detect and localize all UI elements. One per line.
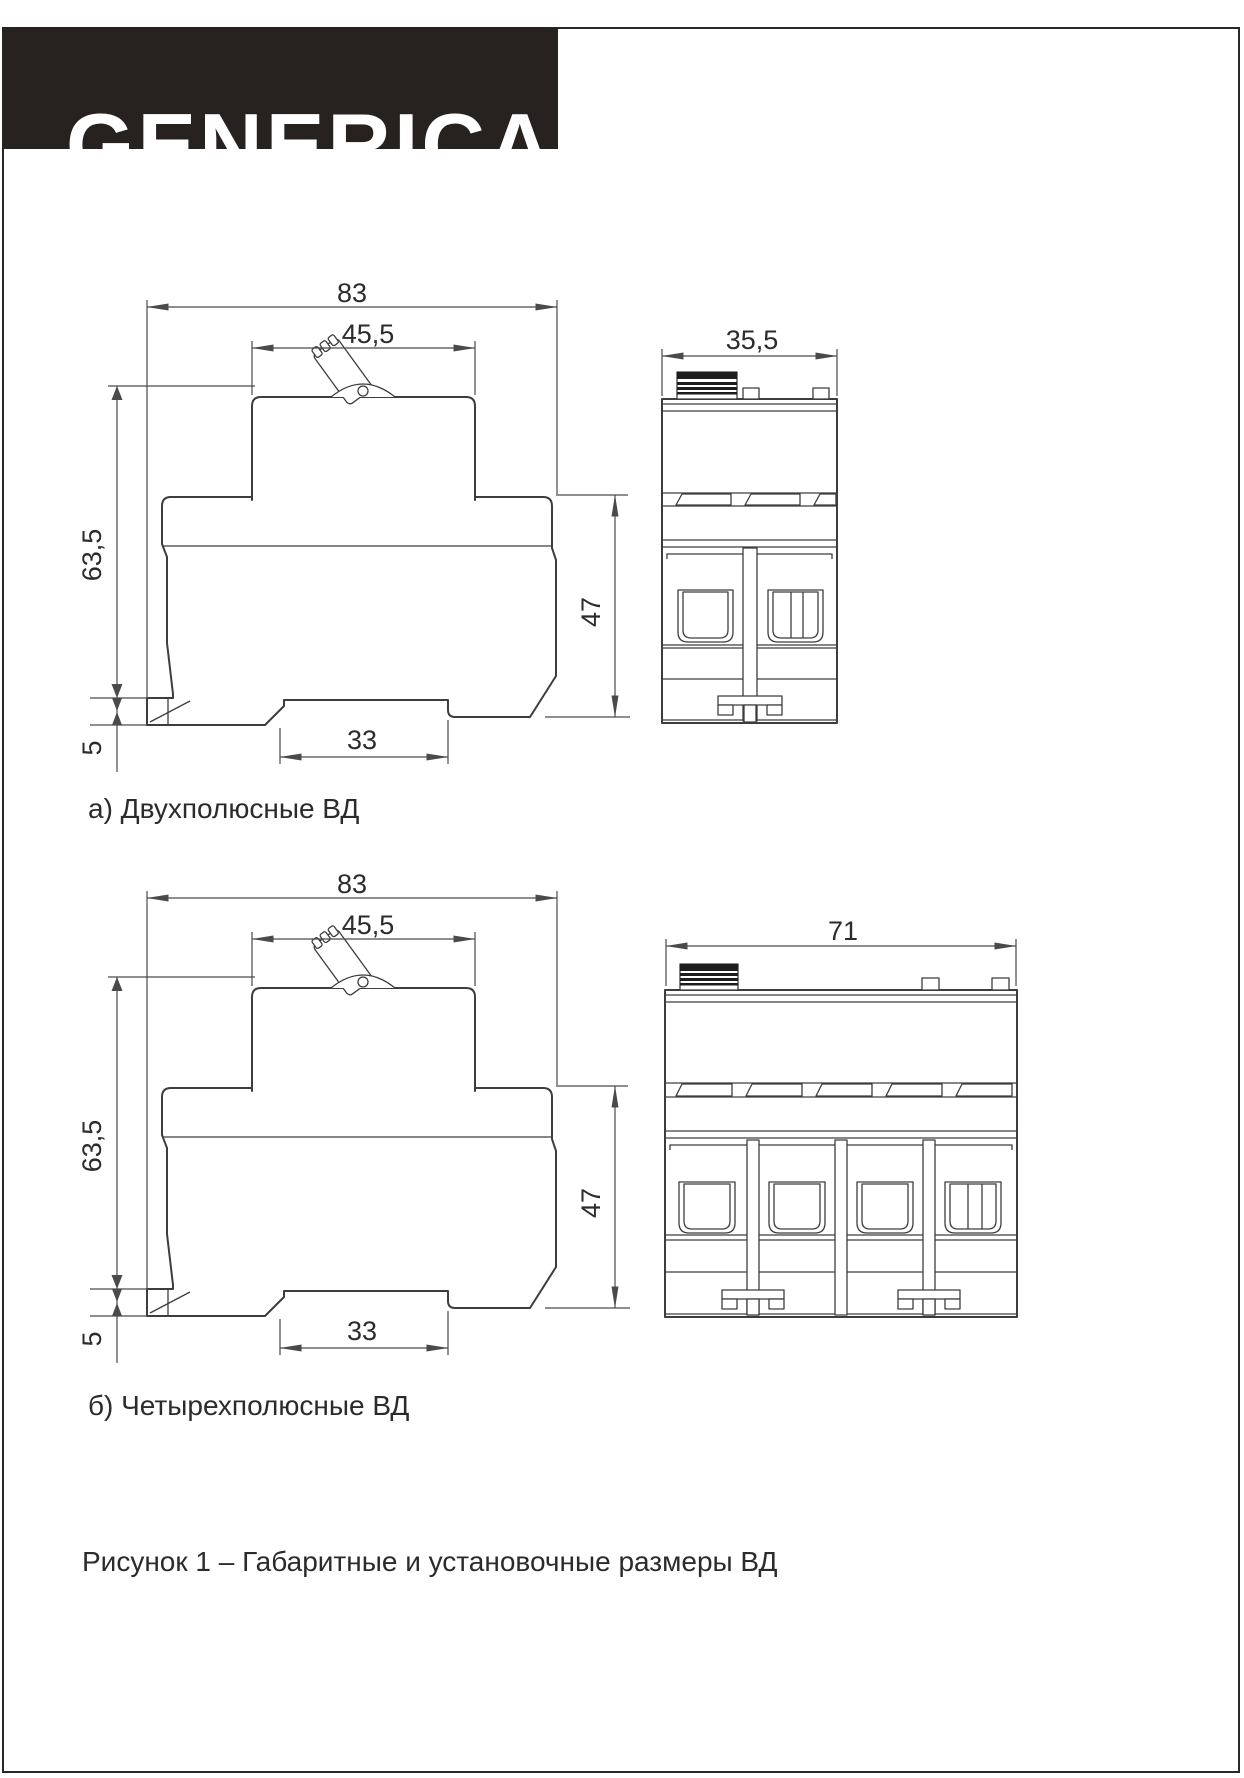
pole-separator-bar	[923, 1140, 935, 1315]
terminal-port	[679, 1182, 735, 1233]
dim-recess-width-b: 33	[346, 1316, 378, 1346]
dim-total-depth-a: 83	[336, 278, 368, 308]
terminal-port	[768, 590, 823, 642]
dim-front-width-a-label: 35,5	[725, 325, 779, 355]
dim-cap-width-b: 45,5	[341, 910, 395, 940]
dim-body-height-b: 63,5	[77, 1119, 107, 1173]
dim-rail-offset-b: 5	[77, 1331, 107, 1347]
terminal-port	[857, 1182, 913, 1233]
terminal-port	[945, 1182, 1001, 1233]
terminal-port	[769, 1182, 825, 1233]
dim-front-height-b: 47	[576, 1187, 606, 1219]
side-view-a	[90, 300, 630, 772]
top-tab	[743, 388, 759, 399]
top-tab	[922, 978, 939, 990]
dim-recess-width-a: 33	[346, 725, 378, 755]
pole-separator-bar	[743, 548, 757, 721]
terminal-port	[678, 590, 733, 642]
figure-b-label: б) Четырехполюсные ВД	[88, 1390, 410, 1421]
top-tab	[992, 978, 1009, 990]
brand-logo: GENERICA	[66, 95, 555, 194]
toggle-switch-4pole	[680, 964, 738, 990]
dim-rail-offset-a: 5	[77, 740, 107, 756]
top-tab	[813, 388, 829, 399]
toggle-switch-2pole	[677, 372, 737, 399]
figure-a-drawing	[77, 278, 837, 772]
side-view-b	[90, 891, 630, 1363]
dim-total-depth-b: 83	[336, 869, 368, 899]
dim-cap-width-a: 45,5	[341, 319, 395, 349]
pole-separator-bar	[747, 1140, 759, 1315]
front-view-2pole	[662, 372, 837, 723]
front-view-4pole	[665, 964, 1017, 1317]
dim-body-height-a: 63,5	[77, 528, 107, 582]
figure-a-label: а) Двухполюсные ВД	[88, 793, 360, 824]
pole-separator-bar	[835, 1140, 847, 1315]
figure-b-drawing	[77, 869, 1017, 1363]
dim-front-width-b-label: 71	[827, 916, 859, 946]
dim-front-height-a: 47	[576, 596, 606, 628]
figure-caption: Рисунок 1 – Габаритные и установочные размеры ВД	[82, 1546, 778, 1577]
